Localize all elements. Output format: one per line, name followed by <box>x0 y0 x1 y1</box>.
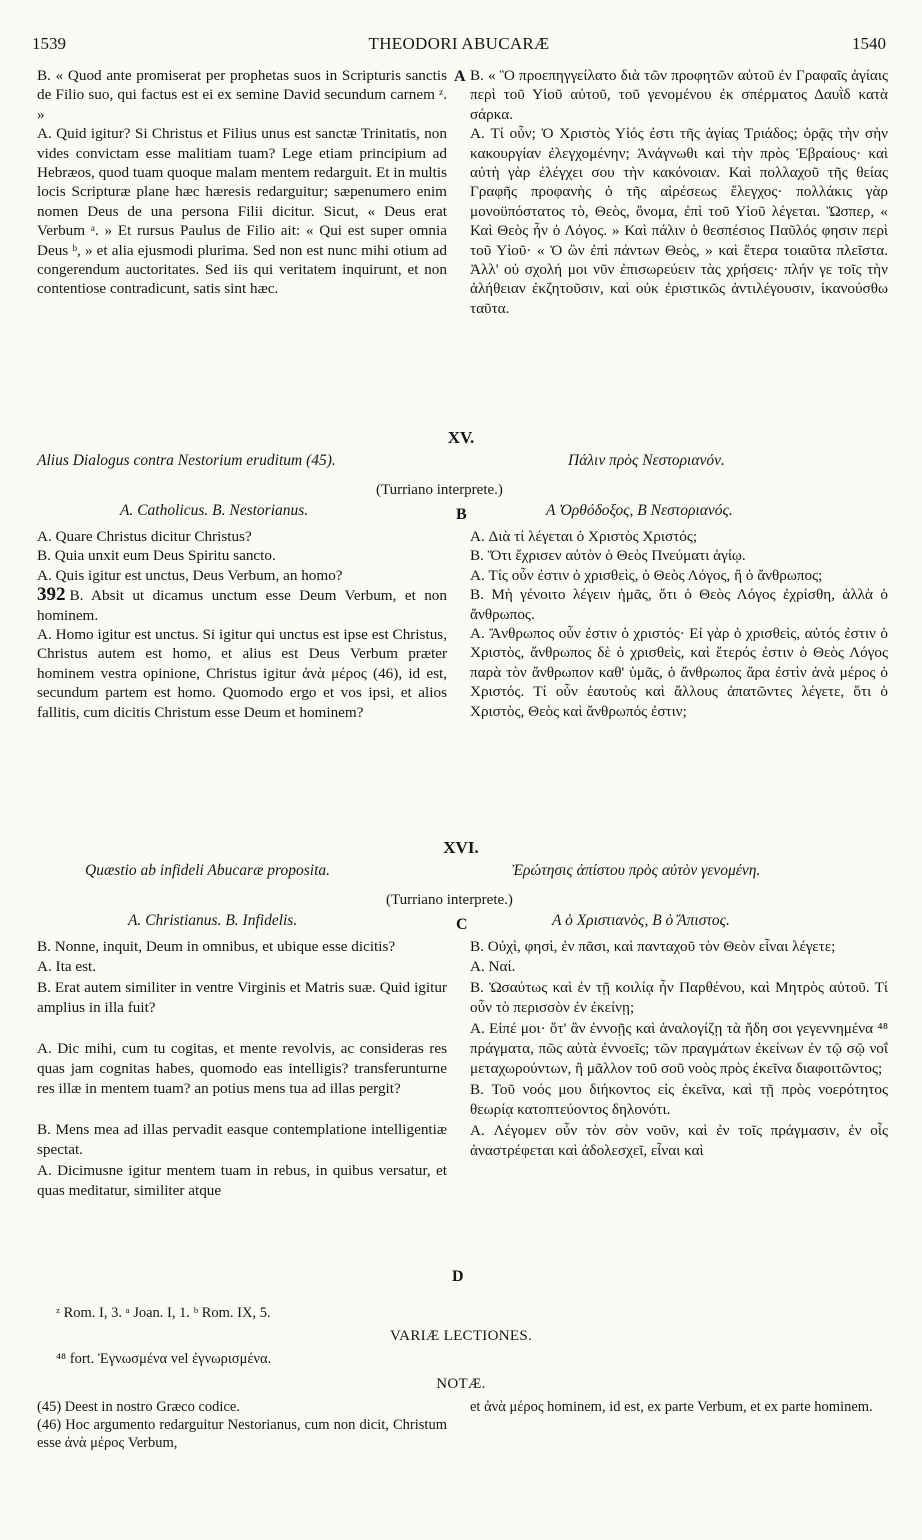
variae-lectiones-heading: VARIÆ LECTIONES. <box>389 1328 533 1344</box>
sec1-latin <box>37 66 447 299</box>
sec1-greek <box>470 66 888 318</box>
paragraph: B. Quia unxit eum Deus Spiritu sancto. <box>37 547 276 565</box>
paragraph: B. Ὡσαύτως καὶ ἐν τῇ κοιλίᾳ ἦν Παρθένου, καὶ Μητρὸς αὐτοῦ. Τί οὖν τὸ περισσὸν ἐν ἐκείνῃ; <box>470 978 888 1017</box>
paragraph: B. Ὅτι ἔχρισεν αὐτὸν ὁ Θεὸς Πνεύματι ἁγίῳ. <box>470 547 746 565</box>
section-numeral-xv: XV. <box>447 428 475 447</box>
paragraph: A. Ita est. <box>37 958 97 976</box>
sec2-latin <box>37 527 447 722</box>
paragraph: A. Quid igitur? Si Christus et Filius unus est sanctæ Trinitatis, non vides convictam esse malitiam tuam? Lege etiam principium ad Hebræos, quod tuam quoque malam mentem redarguit. Et in multis locis Scripturæ plane hæc hæresis redarguitur; sæpenumero enim nomen Deus de una persona Filii dicitur. Sicut, « Deus erat Verbum ᵃ. » Et rursus Paulus de Filio ait: « Qui est super omnia Deus ᵇ, » et alia ejusmodi plurima. Sed non est nunc mihi otium ad congerendum auctoritates. Sed iis qui veritatem inquirunt, et non contentiose contradicunt, satis sint hæc. <box>37 125 447 298</box>
paragraph: A. Ἄνθρωπος οὖν ἐστιν ὁ χριστός· Εἰ γὰρ ὁ χρισθεὶς, αὐτός ἐστιν ὁ Χριστὸς, ἄνθρωπος δὲ ὁ χρισθεὶς, καὶ ἕτερός ἐστιν ὁ Θεὸς Λόγος παρὰ τὸν ἄνθρωπον καθ' ὑμᾶς, ὁ ἄνθρωπος ἄρα ἐστὶν ἀνὰ μέρος ὁ Χριστός. Τί οὖν ἑαυτοὺς καὶ ἄλλους ἀπατῶντες λέγετε, ὅτι ὁ Χριστὸς, Θεὸς καὶ ἄνθρωπός ἐστιν; <box>470 625 888 720</box>
section-title-greek: Πάλιν πρὸς Νεστοριανόν. <box>568 452 725 469</box>
sec3-latin <box>37 937 447 1201</box>
personae-greek: A ὁ Χριστιανὸς, B ὁ Ἄπιστος. <box>552 912 730 929</box>
margin-marker-b: B <box>456 506 467 523</box>
paragraph: A. Τί οὖν; Ὁ Χριστὸς Υἱός ἐστι τῆς ἁγίας Τριάδος; ὁρᾷς τὴν σὴν κακουργίαν ἐλεγχομένην; Ἀνάγνωθι καὶ τὴν πρὸς Ἑβραίους· καὶ αὐτὴ γὰρ ἐλέγχει σου τὴν κακόνοιαν. Καὶ πολλαχοῦ τῆς θείας Γραφῆς προφανὴς ὁ τῆς αἱρέσεως ἔλεγχος· πολλάκις γὰρ μονοϋπόστατος τὸ, Θεὸς, ὄνομα, ἐπὶ τοῦ Υἱοῦ λέγεται. Ὥσπερ, « Καὶ Θεὸς ἦν ὁ Λόγος. » Καὶ πάλιν ὁ θεσπέσιος Παῦλός φησιν περὶ τοῦ Υἱοῦ· « Ὁ ὢν ἐπὶ πάντων Θεὸς, » καὶ ἕτερα τοιαῦτα πλεῖστα. Ἀλλ' οὐ σχολή μοι νῦν ἐπισωρεύειν τὰς χρήσεις· πλήν γε τοῖς τὴν ἀλήθειαν ἐκζητοῦσιν, καὶ οὐκ ἐριστικῶς ἀντιλέγουσιν, ἱκανούσθω ταῦτα. <box>470 125 888 317</box>
personae-greek: A Ὀρθόδοξος, B Νεστοριανός. <box>546 502 733 519</box>
paragraph: A. Dic mihi, cum tu cogitas, et mente revolvis, ac consideras res quas jam cognitas habes, quomodo eas intelligis? transferunturne res illæ in mentem tuam? an potius mens tua ad illas pergit? <box>37 1039 447 1098</box>
paragraph: A. Εἰπέ μοι· ὅτ' ἂν ἐννοῇς καὶ ἀναλογίζῃ τὰ ἤδη σοι γεγεννημένα ⁴⁸ πράγματα, πῶς αὐτὰ ἐννοεῖς; τῶν πραγμάτων ἐκείνων ἐν τῷ σῷ νοΐ μεταχωρούντων, ἢ μᾶλλον τοῦ σοῦ νοὸς πρὸς ἐκεῖνα διαφοιτῶντος; <box>470 1019 888 1078</box>
personae-latin: A. Christianus. B. Infidelis. <box>128 912 298 929</box>
margin-marker-c: C <box>456 916 468 933</box>
page-number-left: 1539 <box>32 34 66 53</box>
paragraph: A. Dicimusne igitur mentem tuam in rebus, in quibus versatur, et quas meditatur, similiter atque <box>37 1161 447 1200</box>
notae-heading: NOTÆ. <box>436 1376 486 1392</box>
paragraph: A. Quis igitur est unctus, Deus Verbum, an homo? <box>37 566 343 584</box>
running-title: THEODORI ABUCARÆ <box>368 34 550 53</box>
paragraph: B. « Ὃ προεπηγγείλατο διὰ τῶν προφητῶν αὐτοῦ ἐν Γραφαῖς ἁγίαις περὶ τοῦ Υἱοῦ αὐτοῦ, τοῦ γενομένου ἐκ σπέρματος Δαυῒδ κατὰ σάρκα. <box>470 67 888 123</box>
paragraph: A. Homo igitur est unctus. Si igitur qui unctus est ipse est Christus, Christus autem est homo, et alius est Deus Verbum præter hominem vestra opinione, Christus igitur ἀνὰ μέρος (46), id est, secundum partem est homo. Quomodo ergo et vos ipsi, et alios fallitis, cum dicitis Christum esse Deum et hominem? <box>37 626 447 721</box>
paragraph: B. Οὐχὶ, φησὶ, ἐν πᾶσι, καὶ πανταχοῦ τὸν Θεὸν εἶναι λέγετε; <box>470 938 836 955</box>
column-number-392: 392 <box>37 584 66 606</box>
paragraph: B. « Quod ante promiserat per prophetas suos in Scripturis sanctis de Filio suo, qui factus est ei ex semine David secundum carnem ᶻ. » <box>37 67 447 123</box>
paragraph: A. Τίς οὖν ἐστιν ὁ χρισθεὶς, ὁ Θεὸς Λόγος, ἢ ὁ ἄνθρωπος; <box>470 566 823 584</box>
variant-reading: ⁴⁸ fort. Ἐγνωσμένα vel ἐγνωρισμένα. <box>56 1351 272 1367</box>
note: (46) Hoc argumento redarguitur Nestorianus, cum non dicit, Christum esse ἀνὰ μέρος Verbum, <box>37 1417 447 1451</box>
paragraph: B. Mens mea ad illas pervadit easque contemplatione intelligentiæ spectat. <box>37 1120 447 1159</box>
paragraph: A. Ναί. <box>470 958 516 976</box>
page-number-right: 1540 <box>852 34 886 53</box>
interpreter-note: (Turriano interprete.) <box>376 482 503 498</box>
section-title-latin: Quæstio ab infideli Abucaræ proposita. <box>85 862 331 879</box>
paragraph: A. Quare Christus dicitur Christus? <box>37 528 252 545</box>
interpreter-note: (Turriano interprete.) <box>386 892 513 908</box>
note: et ἀνὰ μέρος hominem, id est, ex parte Verbum, et ex parte hominem. <box>470 1399 873 1415</box>
note: (45) Deest in nostro Græco codice. <box>37 1399 240 1415</box>
notae-left <box>37 1398 447 1452</box>
paragraph: 392 B. Absit ut dicamus unctum esse Deum Verbum, et non hominem. <box>37 584 447 624</box>
margin-marker-d: D <box>452 1268 464 1285</box>
margin-marker-a: A <box>454 68 466 85</box>
paragraph: A. Διὰ τί λέγεται ὁ Χριστὸς Χριστός; <box>470 528 698 545</box>
running-header <box>32 34 886 60</box>
personae-latin: A. Catholicus. B. Nestorianus. <box>120 502 309 519</box>
sec3-greek <box>470 937 888 1161</box>
paragraph: B. Τοῦ νοός μου διήκοντος εἰς ἐκεῖνα, καὶ τῇ πρὸς νοερότητος θεωρίᾳ κατοπτεύοντος δηλονότι. <box>470 1080 888 1119</box>
paragraph: A. Λέγομεν οὖν τὸν σὸν νοῦν, καὶ ἐν τοῖς πράγμασιν, ἐν οἷς ἀναστρέφεται καὶ ἀδολεσχεῖ, εἶναι καὶ <box>470 1121 888 1160</box>
notae-right <box>470 1398 888 1416</box>
paragraph: B. Erat autem similiter in ventre Virginis et Matris suæ. Quid igitur amplius in illa fuit? <box>37 978 447 1017</box>
scripture-references: ᶻ Rom. I, 3. ᵃ Joan. I, 1. ᵇ Rom. IX, 5. <box>56 1305 271 1321</box>
paragraph: B. Μὴ γένοιτο λέγειν ἡμᾶς, ὅτι ὁ Θεὸς Λόγος ἐχρίσθη, ἀλλὰ ὁ ἄνθρωπος. <box>470 586 888 623</box>
section-title-greek: Ἐρώτησις ἀπίστου πρὸς αὐτὸν γενομένη. <box>512 862 761 879</box>
paragraph: B. Nonne, inquit, Deum in omnibus, et ubique esse dicitis? <box>37 938 396 955</box>
section-title-latin: Alius Dialogus contra Nestorium eruditum (45). <box>37 452 336 469</box>
sec2-greek <box>470 527 888 721</box>
section-numeral-xvi: XVI. <box>443 838 479 857</box>
